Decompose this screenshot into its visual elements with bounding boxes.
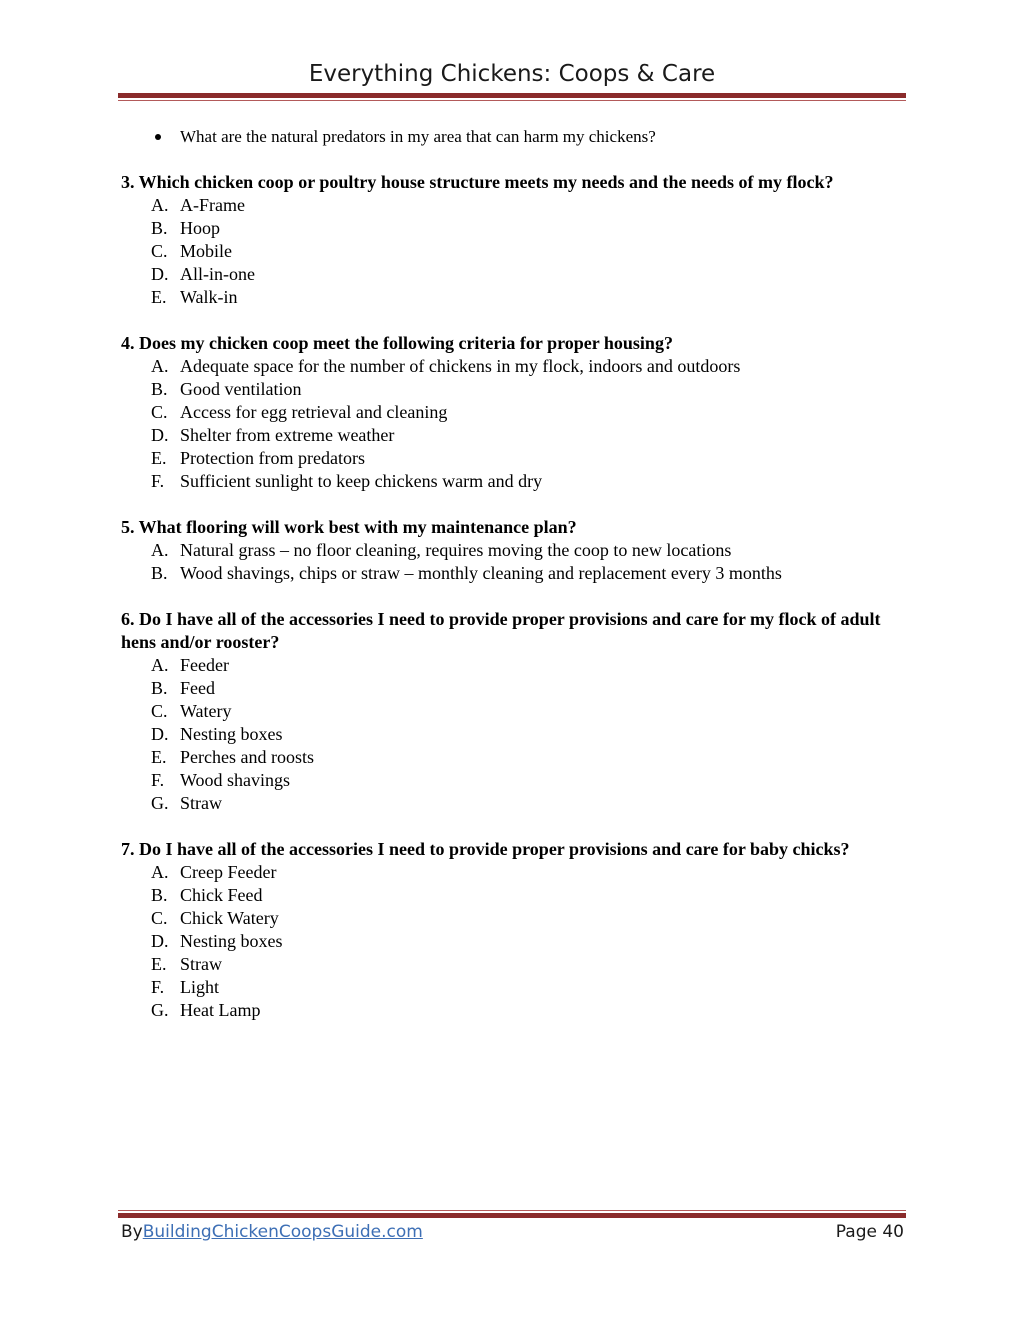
option-list — [121, 654, 911, 815]
option-text: Feeder — [180, 655, 229, 675]
intro-bullet-item — [121, 125, 911, 148]
page-number: Page 40 — [835, 1222, 904, 1242]
option-item — [121, 792, 911, 815]
option-item — [121, 263, 911, 286]
option-letter: C. — [151, 701, 168, 721]
option-text: Heat Lamp — [180, 1000, 261, 1020]
option-letter: D. — [151, 724, 169, 744]
option-letter: A. — [151, 540, 169, 560]
option-item — [121, 424, 911, 447]
option-letter: E. — [151, 747, 167, 767]
option-letter: A. — [151, 655, 169, 675]
page-content — [121, 125, 911, 1022]
option-list — [121, 194, 911, 309]
option-item — [121, 769, 911, 792]
option-letter: F. — [151, 770, 165, 790]
option-item — [121, 378, 911, 401]
option-text: Nesting boxes — [180, 724, 283, 744]
footer-by: By — [121, 1222, 143, 1242]
footer-site-link[interactable]: BuildingChickenCoopsGuide.com — [142, 1222, 423, 1242]
option-letter: E. — [151, 954, 167, 974]
option-text: Watery — [180, 701, 232, 721]
question-block — [121, 516, 911, 585]
option-item — [121, 539, 911, 562]
option-letter: A. — [151, 356, 169, 376]
option-text: Wood shavings — [180, 770, 291, 790]
option-letter: C. — [151, 908, 168, 928]
option-text: All-in-one — [180, 264, 255, 284]
option-letter: F. — [151, 471, 165, 491]
option-text: Chick Feed — [180, 885, 263, 905]
question-list — [121, 171, 911, 1022]
question-text: 6. Do I have all of the accessories I need to provide proper provisions and care for my flock of adult hens and/or rooster? — [121, 609, 881, 652]
option-item — [121, 746, 911, 769]
option-text: Straw — [180, 954, 222, 974]
option-list — [121, 861, 911, 1022]
option-text: Sufficient sunlight to keep chickens warm and dry — [180, 471, 543, 491]
question-text: 3. Which chicken coop or poultry house structure meets my needs and the needs of my flock? — [121, 172, 834, 192]
option-text: Chick Watery — [180, 908, 279, 928]
footer-attribution — [121, 1220, 423, 1244]
option-letter: A. — [151, 862, 169, 882]
option-text: Hoop — [180, 218, 220, 238]
question-text: 5. What flooring will work best with my maintenance plan? — [121, 517, 577, 537]
option-item — [121, 999, 911, 1022]
option-item — [121, 884, 911, 907]
option-text: Feed — [180, 678, 215, 698]
option-item — [121, 723, 911, 746]
option-text: Nesting boxes — [180, 931, 283, 951]
intro-bullet-text: What are the natural predators in my area that can harm my chickens? — [180, 127, 656, 146]
option-list — [121, 355, 911, 493]
option-text: Adequate space for the number of chickens in my flock, indoors and outdoors — [180, 356, 741, 376]
option-item — [121, 240, 911, 263]
footer-rule — [118, 1210, 906, 1218]
option-list — [121, 539, 911, 585]
option-text: Natural grass – no floor cleaning, requires moving the coop to new locations — [180, 540, 732, 560]
question-block — [121, 332, 911, 493]
option-item — [121, 470, 911, 493]
option-text: Creep Feeder — [180, 862, 277, 882]
option-text: Mobile — [180, 241, 232, 261]
option-letter: G. — [151, 1000, 169, 1020]
option-item — [121, 355, 911, 378]
page-header-title: Everything Chickens: Coops & Care — [308, 61, 716, 87]
option-item — [121, 286, 911, 309]
option-letter: E. — [151, 448, 167, 468]
option-item — [121, 861, 911, 884]
option-letter: A. — [151, 195, 169, 215]
option-letter: D. — [151, 425, 169, 445]
option-text: Wood shavings, chips or straw – monthly cleaning and replacement every 3 months — [180, 563, 782, 583]
option-letter: C. — [151, 402, 168, 422]
question-block — [121, 608, 911, 815]
option-item — [121, 562, 911, 585]
option-text: Shelter from extreme weather — [180, 425, 395, 445]
option-letter: G. — [151, 793, 169, 813]
option-item — [121, 907, 911, 930]
option-item — [121, 194, 911, 217]
option-item — [121, 953, 911, 976]
option-letter: B. — [151, 678, 168, 698]
option-letter: B. — [151, 379, 168, 399]
option-text: Protection from predators — [180, 448, 365, 468]
option-item — [121, 401, 911, 424]
option-item — [121, 930, 911, 953]
option-item — [121, 447, 911, 470]
option-item — [121, 677, 911, 700]
option-item — [121, 654, 911, 677]
question-text: 4. Does my chicken coop meet the following criteria for proper housing? — [121, 333, 673, 353]
option-item — [121, 217, 911, 240]
option-letter: D. — [151, 264, 169, 284]
header-rule — [118, 93, 906, 101]
option-letter: F. — [151, 977, 165, 997]
option-text: Straw — [180, 793, 222, 813]
question-text: 7. Do I have all of the accessories I need to provide proper provisions and care for baby chicks? — [121, 839, 850, 859]
option-text: A-Frame — [180, 195, 245, 215]
page-footer — [121, 1220, 904, 1244]
option-item — [121, 976, 911, 999]
option-letter: D. — [151, 931, 169, 951]
option-letter: B. — [151, 885, 168, 905]
question-block — [121, 171, 911, 309]
question-block — [121, 838, 911, 1022]
option-letter: C. — [151, 241, 168, 261]
option-text: Perches and roosts — [180, 747, 314, 767]
option-letter: E. — [151, 287, 167, 307]
option-text: Light — [180, 977, 219, 997]
option-item — [121, 700, 911, 723]
option-text: Access for egg retrieval and cleaning — [180, 402, 448, 422]
option-letter: B. — [151, 218, 168, 238]
option-text: Walk-in — [180, 287, 238, 307]
bullet-dot-icon — [155, 134, 161, 140]
option-letter: B. — [151, 563, 168, 583]
option-text: Good ventilation — [180, 379, 302, 399]
